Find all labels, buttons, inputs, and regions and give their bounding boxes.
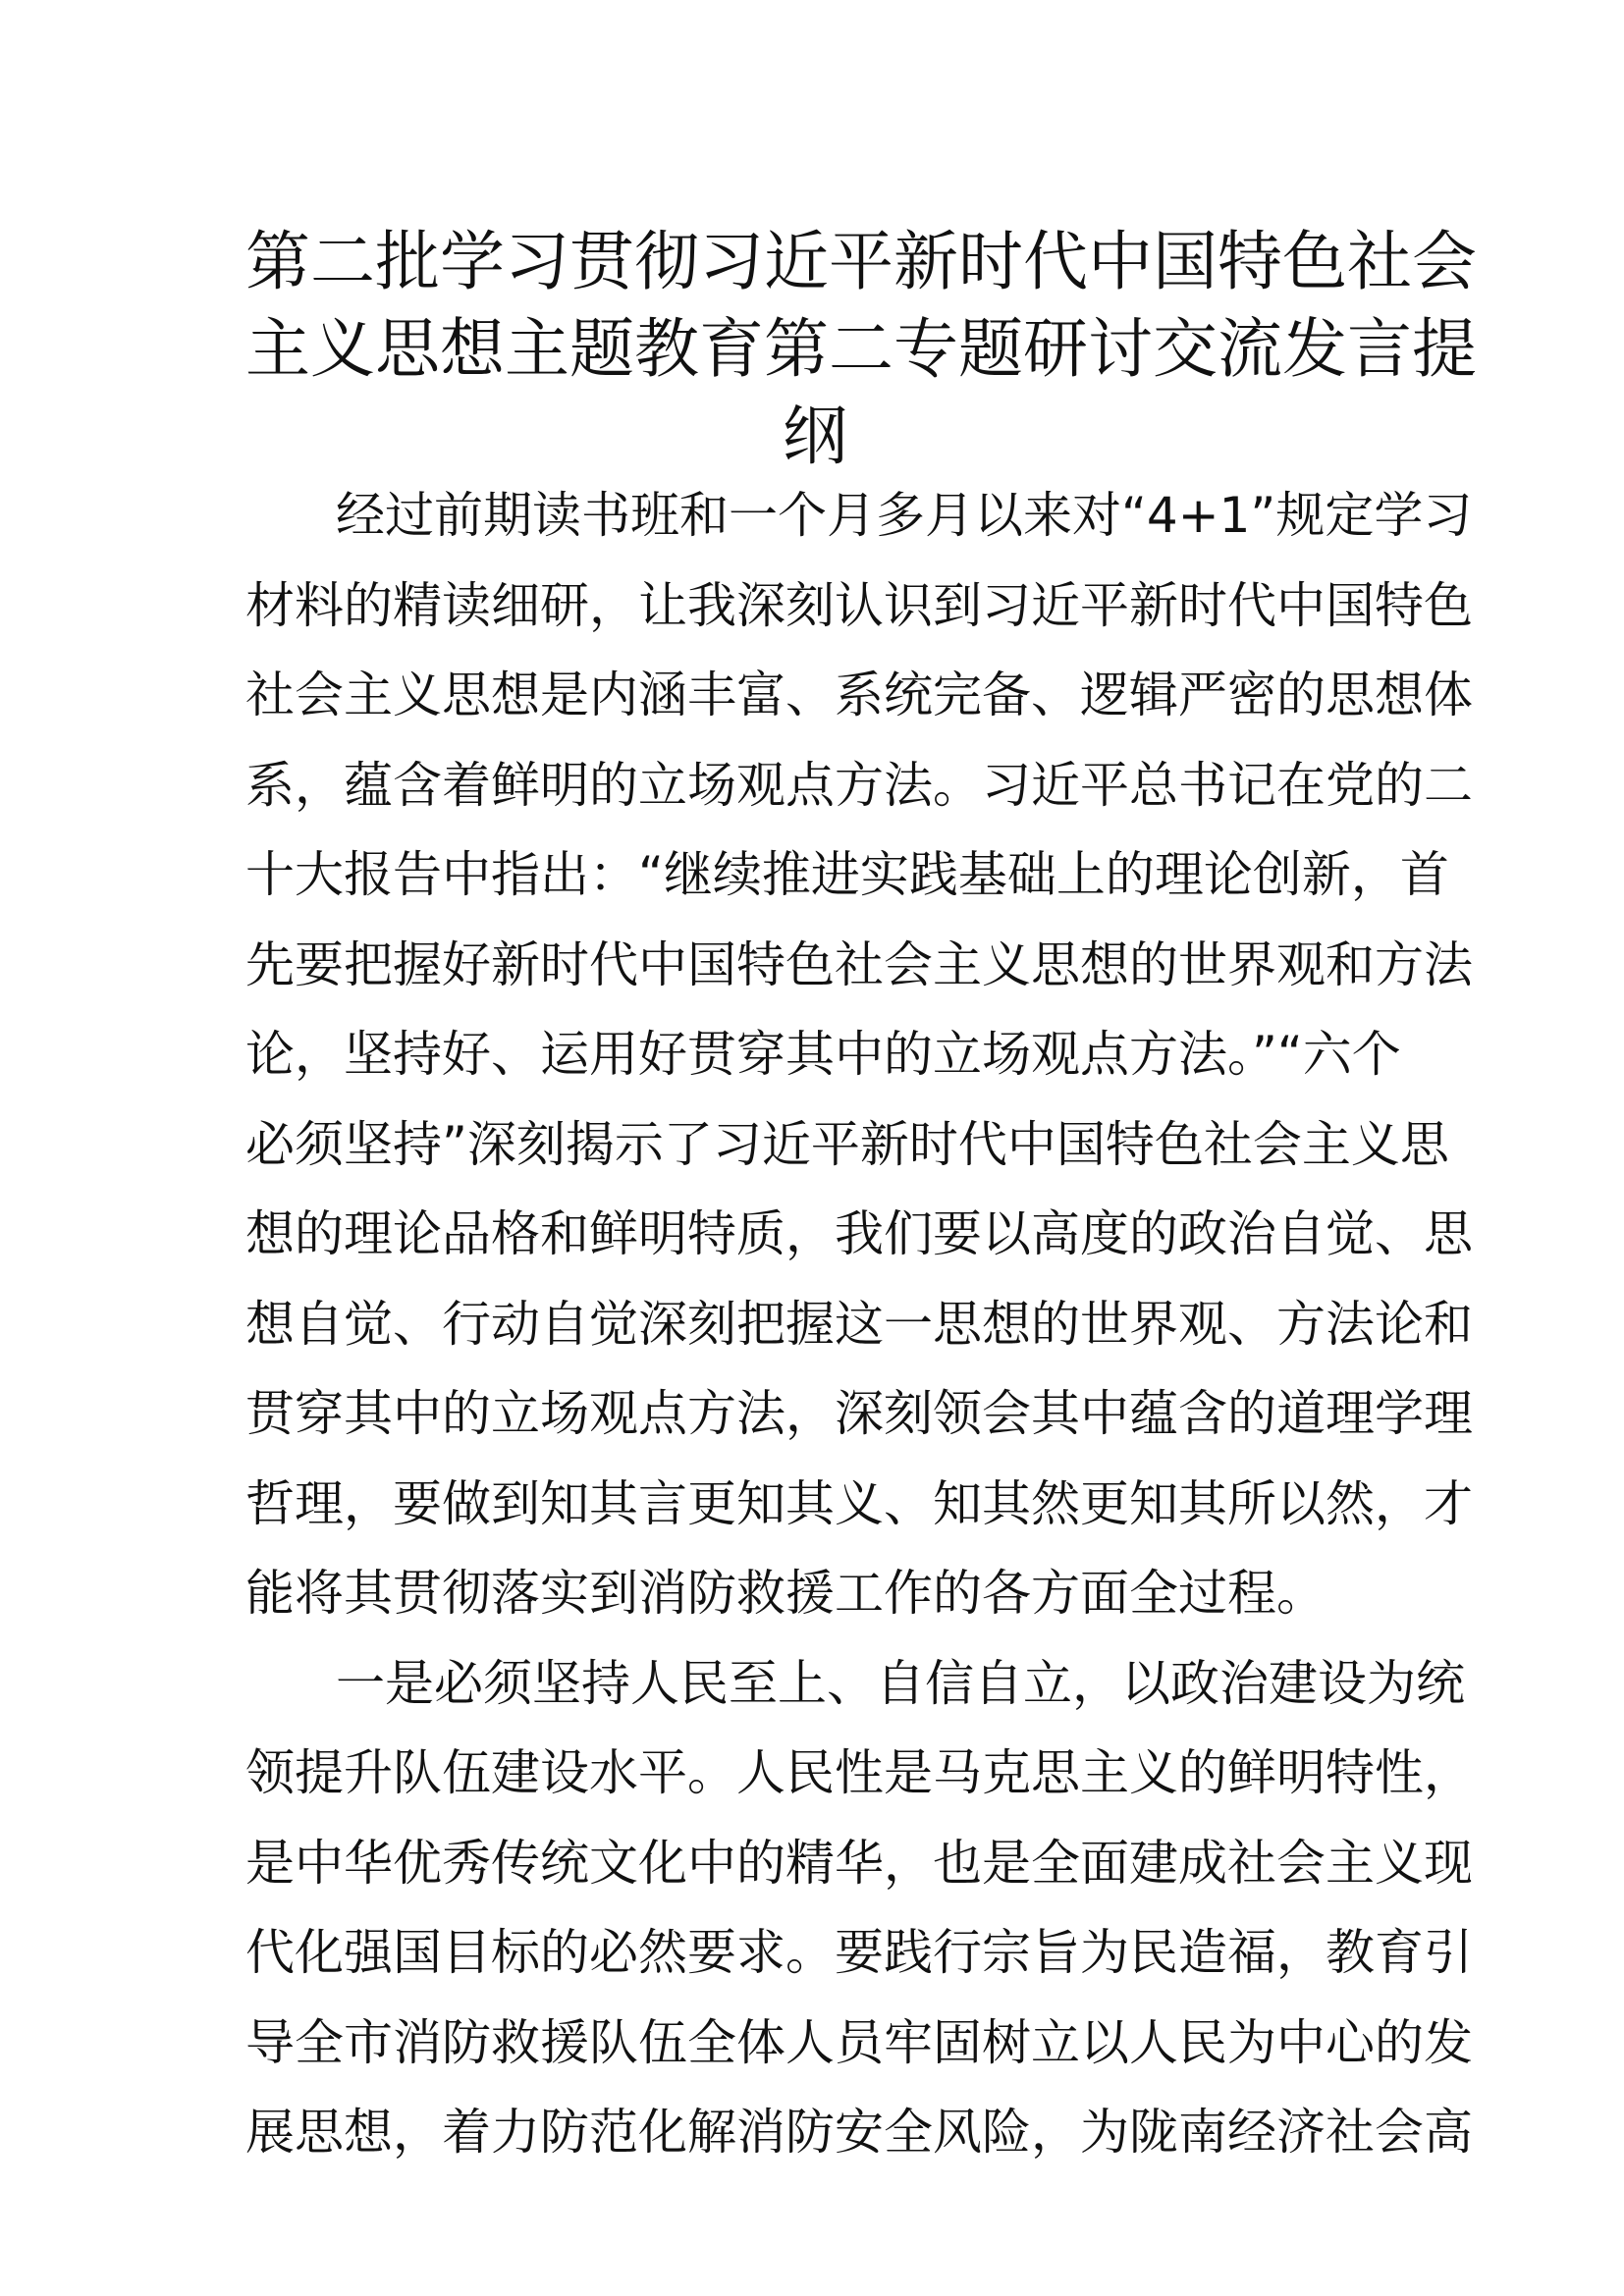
paragraph-line: 必须坚持”深刻揭示了习近平新时代中国特色社会主义思 (245, 1115, 1449, 1173)
paragraph-introduction (245, 471, 1473, 1639)
paragraph-line: 能将其贯彻落实到消防救援工作的各方面全过程。 (245, 1565, 1326, 1622)
paragraph-line: 想自觉、行动自觉深刻把握这一思想的世界观、方法论和 (245, 1295, 1473, 1353)
paragraph-line: 领提升队伍建设水平。人民性是马克思主义的鲜明特性， (245, 1744, 1473, 1801)
document-title (245, 218, 1477, 480)
paragraph-line: 贯穿其中的立场观点方法，深刻领会其中蕴含的道理学理 (245, 1385, 1473, 1442)
paragraph-line: 十大报告中指出：“继续推进实践基础上的理论创新，首 (245, 846, 1449, 903)
document-body (245, 471, 1473, 2178)
paragraph-line: 论，坚持好、运用好贯穿其中的立场观点方法。”“六个 (245, 1026, 1401, 1083)
paragraph-line: 材料的精读细研，让我深刻认识到习近平新时代中国特色 (245, 576, 1473, 634)
paragraph-line: 想的理论品格和鲜明特质，我们要以高度的政治自觉、思 (245, 1205, 1473, 1262)
title-line: 纲 (783, 399, 847, 474)
paragraph-line: 哲理，要做到知其言更知其义、知其然更知其所以然，才 (245, 1474, 1473, 1532)
paragraph-line: 代化强国目标的必然要求。要践行宗旨为民造福，教育引 (245, 1924, 1473, 1981)
paragraph-line: 先要把握好新时代中国特色社会主义思想的世界观和方法 (245, 935, 1473, 993)
paragraph-line: 展思想，着力防范化解消防安全风险，为陇南经济社会高 (245, 2104, 1473, 2161)
paragraph-line: 系，蕴含着鲜明的立场观点方法。习近平总书记在党的二 (245, 756, 1473, 814)
title-line: 主义思想主题教育第二专题研讨交流发言提 (245, 311, 1477, 387)
paragraph-line: 导全市消防救援队伍全体人员牢固树立以人民为中心的发 (245, 2013, 1473, 2071)
title-line: 第二批学习贯彻习近平新时代中国特色社会 (245, 224, 1477, 299)
paragraph-line: 是中华优秀传统文化中的精华，也是全面建成社会主义现 (245, 1834, 1473, 1892)
paragraph-point-one (245, 1639, 1473, 2178)
paragraph-line: 社会主义思想是内涵丰富、系统完备、逻辑严密的思想体 (245, 667, 1473, 723)
paragraph-line: 一是必须坚持人民至上、自信自立，以政治建设为统 (336, 1654, 1465, 1712)
paragraph-line: 经过前期读书班和一个月多月以来对“4+1”规定学习 (336, 487, 1473, 544)
